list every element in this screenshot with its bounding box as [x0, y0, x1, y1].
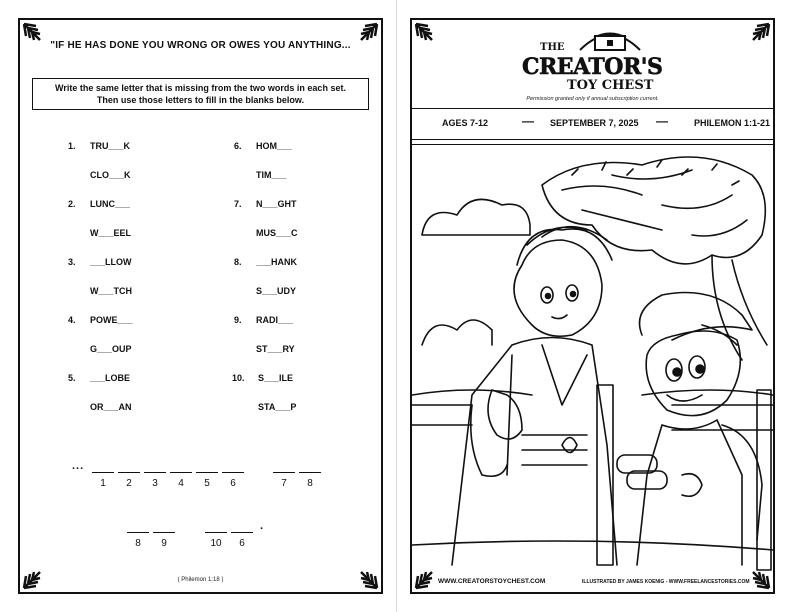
coloring-illustration	[412, 144, 773, 573]
answer-index: 7	[281, 478, 287, 489]
corner-leaf-icon	[751, 22, 771, 42]
puzzle-number: 1.	[68, 141, 76, 151]
answer-index: 6	[230, 478, 236, 489]
answer-blank[interactable]	[153, 532, 175, 533]
separator-dash: —	[656, 114, 668, 128]
info-bar	[412, 108, 773, 140]
lesson-date: SEPTEMBER 7, 2025	[550, 118, 639, 128]
puzzle-number: 3.	[68, 257, 76, 267]
answer-blank[interactable]	[205, 532, 227, 533]
corner-leaf-icon	[22, 22, 42, 42]
puzzle-word: ___HANK	[256, 257, 298, 267]
answer-blank[interactable]	[222, 472, 244, 473]
answer-blank[interactable]	[92, 472, 114, 473]
right-page	[410, 18, 775, 594]
answer-blank[interactable]	[196, 472, 218, 473]
puzzle-word: S___UDY	[256, 286, 297, 296]
corner-leaf-icon	[414, 22, 434, 42]
puzzle-number: 6.	[234, 141, 242, 151]
answer-index: 9	[161, 538, 167, 549]
puzzle-word: LUNC___	[90, 199, 131, 209]
instruction-line: Then use those letters to fill in the blanks below.	[96, 95, 305, 105]
permission-note: Permission granted only if annual subscription current.	[526, 96, 659, 102]
answer-index: 5	[204, 478, 210, 489]
puzzle-number: 4.	[68, 315, 76, 325]
scripture-passage: PHILEMON 1:1-21	[694, 118, 771, 128]
toy-chest-logo-icon	[575, 26, 645, 52]
puzzle-number: 2.	[68, 199, 76, 209]
scripture-reference: ( Philemon 1:18 )	[177, 577, 224, 583]
answer-blank[interactable]	[170, 472, 192, 473]
puzzle-word: MUS___C	[256, 228, 298, 238]
puzzle-word: HOM___	[256, 141, 293, 151]
puzzle-number: 5.	[68, 373, 76, 383]
illustrator-credit: ILLUSTRATED BY JAMES KOENIG - WWW.FREELANCESTORIES.COM	[582, 579, 750, 585]
age-range: AGES 7-12	[442, 118, 489, 128]
puzzle-word: POWE___	[90, 315, 133, 325]
puzzle-word: RADI___	[256, 315, 294, 325]
answer-blank[interactable]	[273, 472, 295, 473]
answer-index: 4	[178, 478, 184, 489]
puzzle-word: STA___P	[258, 402, 297, 412]
instructions-box	[32, 78, 369, 110]
logo-title: CREATOR'S	[522, 54, 663, 80]
puzzle-word: W___EEL	[90, 228, 132, 238]
answer-blank[interactable]	[118, 472, 140, 473]
separator-dash: —	[522, 114, 534, 128]
answer-index: 6	[239, 538, 245, 549]
answer-index: 8	[135, 538, 141, 549]
puzzle-word: N___GHT	[256, 199, 297, 209]
logo-the: THE	[540, 42, 565, 53]
puzzle-title: "IF HE HAS DONE YOU WRONG OR OWES YOU ANYTHING...	[50, 40, 351, 51]
answer-blank[interactable]	[127, 532, 149, 533]
puzzle-word: ___LLOW	[90, 257, 132, 267]
answer-blank[interactable]	[299, 472, 321, 473]
boys-by-fence-illustration	[412, 145, 773, 573]
answer-blank[interactable]	[231, 532, 253, 533]
answer-index: 10	[210, 538, 222, 549]
answer-index: 1	[100, 478, 106, 489]
puzzle-word: ___LOBE	[90, 373, 131, 383]
instruction-line: Write the same letter that is missing from the two words in each set.	[55, 83, 346, 93]
corner-leaf-icon	[359, 22, 379, 42]
website-link[interactable]: WWW.CREATORSTOYCHEST.COM	[438, 578, 546, 585]
left-page	[18, 18, 383, 594]
puzzle-number: 10.	[232, 373, 245, 383]
puzzle-number: 9.	[234, 315, 242, 325]
puzzle-word: TIM___	[256, 170, 287, 180]
puzzle-word: W___TCH	[90, 286, 133, 296]
puzzle-word: CLO___K	[90, 170, 131, 180]
puzzle-word: G___OUP	[90, 344, 132, 354]
answer-index: 2	[126, 478, 132, 489]
ellipsis: ...	[72, 460, 85, 472]
page-divider	[396, 0, 397, 612]
answer-index: 8	[307, 478, 313, 489]
answer-index: 3	[152, 478, 158, 489]
puzzle-number: 8.	[234, 257, 242, 267]
answer-blank[interactable]	[144, 472, 166, 473]
puzzle-word: S___ILE	[258, 373, 294, 383]
puzzle-word: OR___AN	[90, 402, 132, 412]
logo-subtitle: TOY CHEST	[567, 78, 654, 93]
corner-leaf-icon	[751, 570, 771, 590]
period: .	[260, 520, 265, 532]
corner-leaf-icon	[414, 570, 434, 590]
puzzle-word: ST___RY	[256, 344, 295, 354]
puzzle-word: TRU___K	[90, 141, 131, 151]
puzzle-number: 7.	[234, 199, 242, 209]
